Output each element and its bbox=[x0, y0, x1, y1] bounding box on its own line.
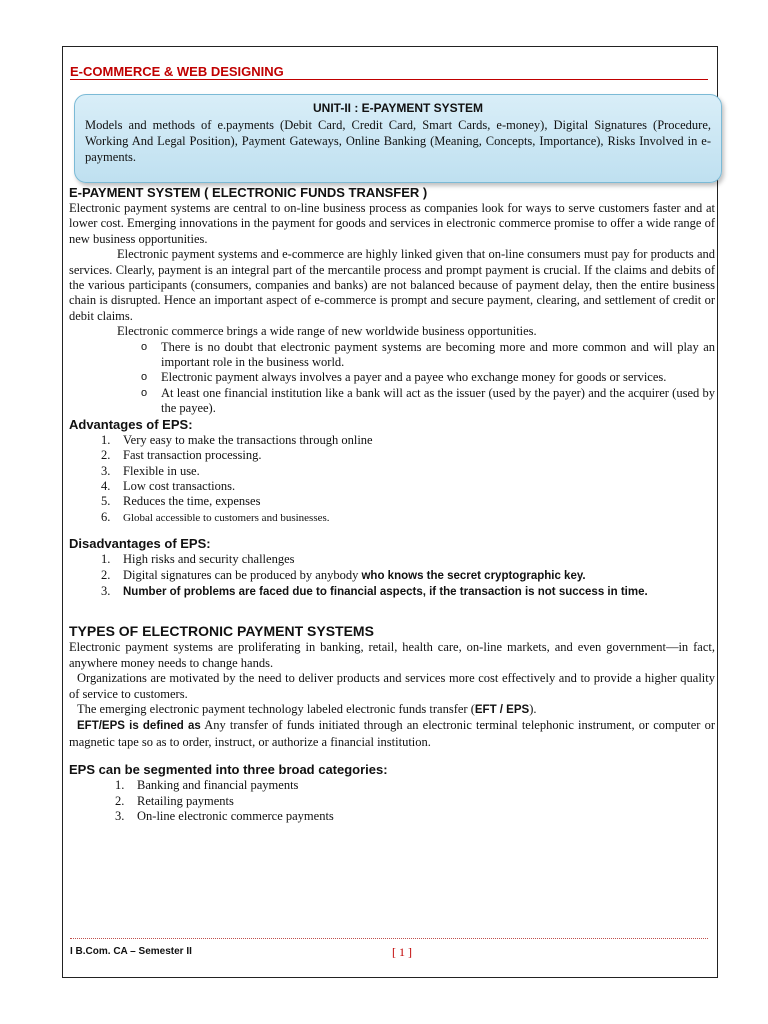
paragraph: The emerging electronic payment technology labeled electronic funds transfer (EFT / EPS). bbox=[77, 701, 537, 716]
list-item: 5. Reduces the time, expenses bbox=[101, 494, 261, 509]
bullet-marker: o bbox=[141, 340, 148, 353]
list-item: 6. Global accessible to customers and businesses. bbox=[101, 509, 330, 524]
list-item: 2. Digital signatures can be produced by anybody who knows the secret cryptographic key. bbox=[101, 567, 586, 582]
list-item: 2. Retailing payments bbox=[115, 793, 234, 808]
categories-heading: EPS can be segmented into three broad categories: bbox=[69, 762, 388, 778]
paragraph: Organizations are motivated by the need to deliver products and services more cost effectively and to provide a higher quality of service to customers. bbox=[69, 671, 715, 701]
disadvantages-heading: Disadvantages of EPS: bbox=[69, 536, 211, 552]
list-item: 2. Fast transaction processing. bbox=[101, 448, 262, 463]
list-item: 1. Very easy to make the transactions through online bbox=[101, 432, 373, 447]
categories-list bbox=[69, 778, 715, 824]
list-item: o There is no doubt that electronic payment systems are becoming more and more common and will play an important role in the business world. bbox=[141, 339, 715, 370]
header-rule bbox=[70, 79, 708, 80]
footer-rule bbox=[70, 938, 708, 939]
paragraph: Electronic payment systems are proliferating in banking, retail, health care, on-line markets, and even government—in fact, anywhere money needs to change hands. bbox=[69, 640, 715, 670]
advantages-heading: Advantages of EPS: bbox=[69, 416, 193, 432]
unit-syllabus-box bbox=[74, 94, 722, 183]
document-body bbox=[69, 185, 715, 824]
paragraph: Electronic payment systems and e-commerce are highly linked given that on-line consumers must pay for products and services. Clearly, payment is an integral part of the mercantile process and prompt payment is crucial. If the claims and debits of the various participants (consumers, companies and banks) are not balanced because of payment delay, then the entire business chain is disrupted. Hence an important aspect of e-commerce is prompt and secure payment, clearing, and settlement of credit or debit claims. bbox=[69, 247, 715, 323]
bullet-marker: o bbox=[141, 386, 148, 399]
paragraph: Electronic commerce brings a wide range of new worldwide business opportunities. bbox=[117, 324, 537, 339]
bullet-list bbox=[69, 340, 715, 417]
section-heading-epayment: E-PAYMENT SYSTEM ( ELECTRONIC FUNDS TRANSFER ) bbox=[69, 185, 428, 200]
advantages-list bbox=[69, 433, 715, 526]
list-item: o Electronic payment always involves a payer and a payee who exchange money for goods or services. bbox=[141, 370, 667, 385]
paragraph: Electronic payment systems are central to on-line business process as companies look for ways to serve customers faster and at lower cost. Emerging innovations in the payment for goods and services in electronic commerce promise to offer a wide range of new business opportunities. bbox=[69, 201, 715, 246]
bullet-marker: o bbox=[141, 371, 148, 384]
list-item: 1. High risks and security challenges bbox=[101, 552, 295, 567]
header-title: E-COMMERCE & WEB DESIGNING bbox=[70, 64, 284, 79]
disadvantages-list bbox=[69, 552, 715, 600]
unit-title: UNIT-II : E-PAYMENT SYSTEM bbox=[312, 101, 483, 115]
unit-description: Models and methods of e.payments (Debit Card, Credit Card, Smart Cards, e-money), Digital Signatures (Procedure, Working And Legal Position), Payment Gateways, Online Banking (Meaning, Concepts, Importance), Risks Involved in e-payments. bbox=[85, 118, 711, 164]
section-heading-types: TYPES OF ELECTRONIC PAYMENT SYSTEMS bbox=[69, 623, 374, 640]
paragraph: EFT/EPS is defined as Any transfer of funds initiated through an electronic terminal telephonic instrument, or computer or magnetic tape so as to order, instruct, or authorize a financial institution. bbox=[69, 718, 715, 749]
list-item: 3. Flexible in use. bbox=[101, 463, 200, 478]
list-item: 3. Number of problems are faced due to financial aspects, if the transaction is not success in time. bbox=[101, 583, 648, 598]
list-item: 1. Banking and financial payments bbox=[115, 778, 299, 793]
page-number: [ 1 ] bbox=[392, 945, 412, 959]
list-item: 3. On-line electronic commerce payments bbox=[115, 809, 334, 823]
list-item: o At least one financial institution like a bank will act as the issuer (used by the payer) and the acquirer (used by the payee). bbox=[141, 385, 715, 416]
footer-course: I B.Com. CA – Semester II bbox=[70, 946, 192, 957]
list-item: 4. Low cost transactions. bbox=[101, 478, 236, 493]
